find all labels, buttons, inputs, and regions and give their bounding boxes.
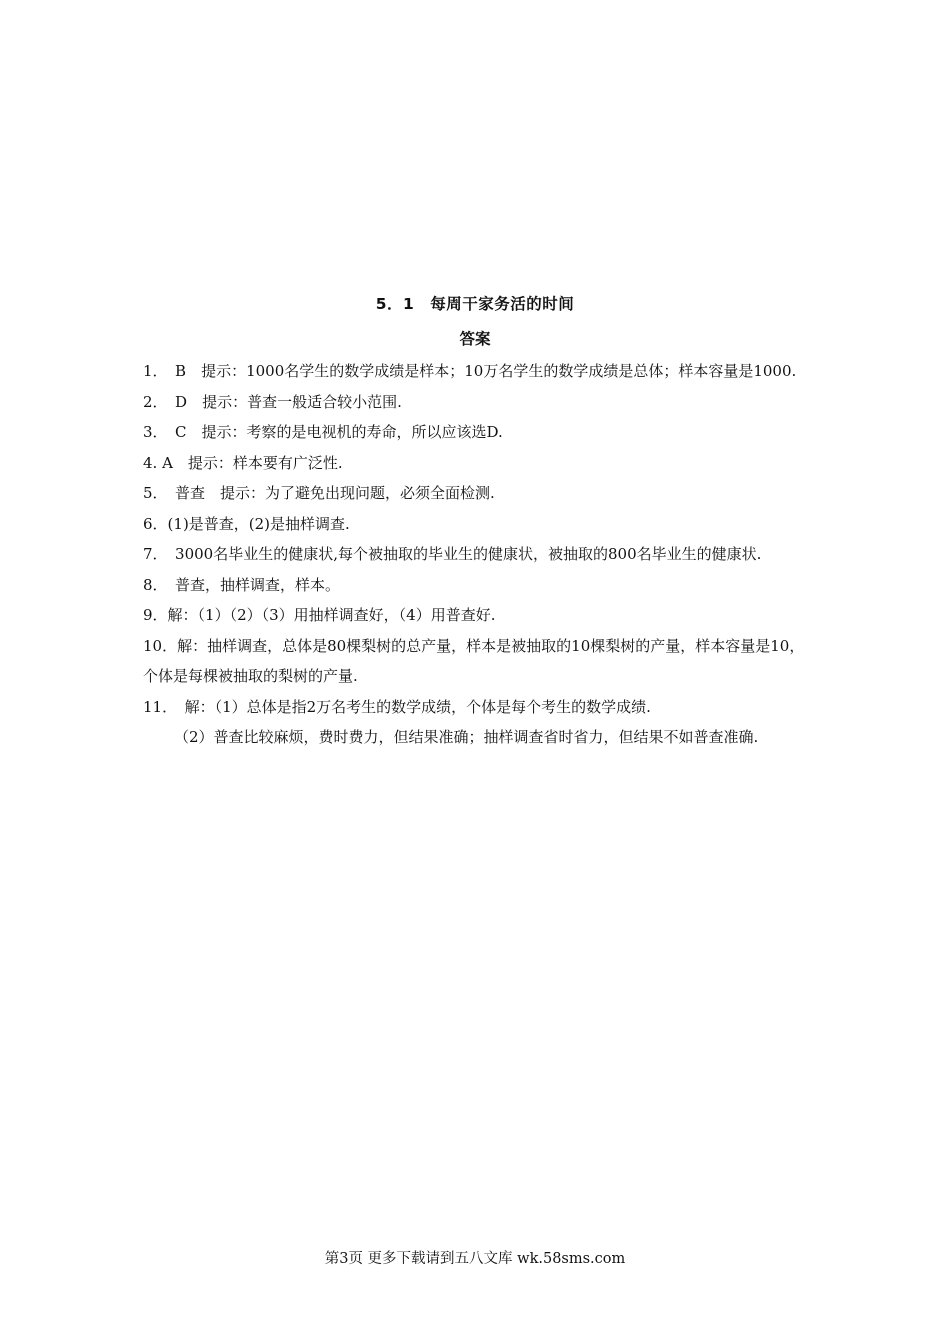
answers-heading: 答案 — [459, 330, 491, 348]
answer-4: 4. A 提示：样本要有广泛性. — [143, 453, 343, 472]
page-footer: 第3页 更多下载请到五八文库 wk.58sms.com — [324, 1251, 626, 1267]
answer-11: 11． 解：（1）总体是指2万名考生的数学成绩，个体是每个考生的数学成绩. — [143, 697, 651, 716]
answer-7: 7． 3000名毕业生的健康状,每个被抽取的毕业生的健康状，被抽取的800名毕业生的健康状. — [143, 545, 762, 563]
section-title: 5．1 每周干家务活的时间 — [375, 295, 575, 313]
answer-8: 8． 普查，抽样调查，样本。 — [143, 575, 341, 594]
answer-11-part-2: （2）普查比较麻烦，费时费力，但结果准确；抽样调查省时省力，但结果不如普查准确. — [174, 728, 759, 746]
answer-9: 9．解：（1）（2）（3）用抽样调查好，（4）用普查好. — [143, 606, 496, 624]
answer-1: 1． B 提示：1000名学生的数学成绩是样本；10万名学生的数学成绩是总体；样本容量是1000. — [143, 362, 797, 380]
answer-5: 5． 普查 提示：为了避免出现问题，必须全面检测. — [143, 484, 495, 502]
answer-10: 10．解：抽样调查，总体是80棵梨树的总产量，样本是被抽取的10棵梨树的产量，样本容量是10，个体是每棵被抽取的梨树的产量. — [143, 636, 805, 685]
answer-6: 6．(1)是普查，(2)是抽样调查. — [143, 514, 350, 533]
answer-list — [143, 356, 809, 753]
answer-2: 2． D 提示：普查一般适合较小范围. — [143, 392, 402, 411]
answer-3: 3． C 提示：考察的是电视机的寿命，所以应该选D. — [143, 423, 503, 441]
